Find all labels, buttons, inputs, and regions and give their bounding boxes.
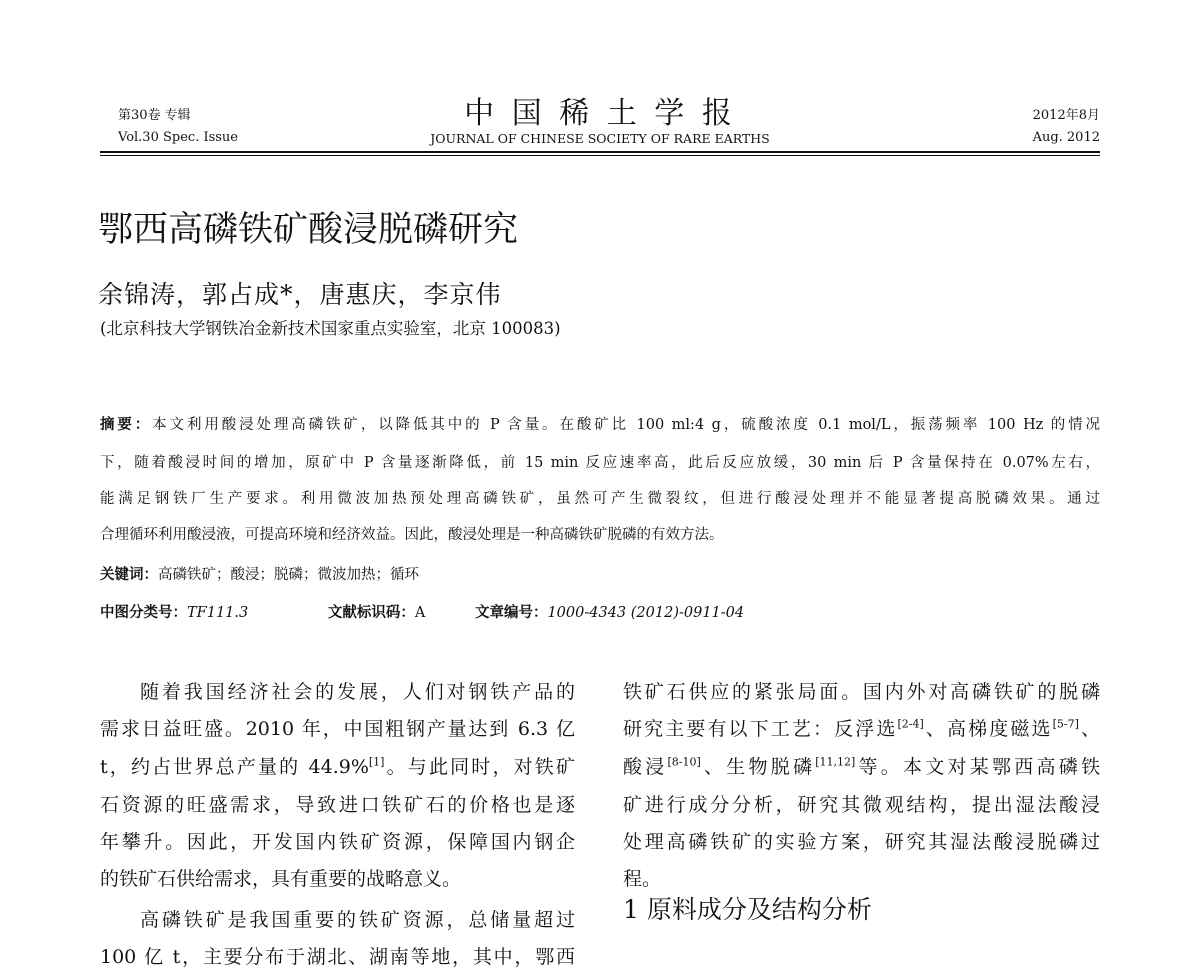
citation[interactable]: [11,12]	[815, 755, 856, 769]
affiliation: (北京科技大学钢铁冶金新技术国家重点实验室，北京 100083)	[100, 319, 561, 338]
body-text: 。与此同时，对铁矿	[384, 756, 575, 778]
body-line	[100, 752, 575, 779]
date-cn: 2012年8月	[1032, 108, 1100, 123]
citation[interactable]: [2-4]	[897, 717, 924, 731]
body-line: 处理高磷铁矿的实验方案，研究其湿法酸浸脱磷过	[623, 831, 1100, 853]
article-label: 文章编号：	[474, 604, 548, 621]
section-heading: 1 原料成分及结构分析	[623, 895, 872, 924]
citation[interactable]: [8-10]	[667, 755, 701, 769]
body-line: 随着我国经济社会的发展，人们对钢铁产品的	[140, 681, 575, 703]
abstract-line: 合理循环利用酸浸液，可提高环境和经济效益。因此，酸浸处理是一种高磷铁矿脱磷的有效方法。	[100, 527, 724, 543]
authors: 余锦涛，郭占成*，唐惠庆，李京伟	[98, 280, 502, 309]
clc-value: TF111.3	[187, 605, 249, 621]
abstract-label: 摘要：	[100, 416, 153, 433]
article-value: 1000-4343 (2012)-0911-04	[547, 605, 745, 621]
body-text: 、高梯度磁选	[923, 718, 1053, 740]
journal-title-en: JOURNAL OF CHINESE SOCIETY OF RARE EARTHS	[430, 131, 770, 146]
keywords-label: 关键词：	[100, 566, 158, 583]
body-text: 、	[1078, 718, 1100, 740]
clc-label: 中图分类号：	[100, 604, 187, 621]
body-line	[623, 714, 1100, 741]
body-line: 需求日益旺盛。2010 年，中国粗钢产量达到 6.3 亿	[100, 718, 575, 740]
body-text: 酸浸	[623, 756, 668, 778]
body-line: 的铁矿石供给需求，具有重要的战略意义。	[100, 868, 462, 890]
body-line: 矿进行成分分析，研究其微观结构，提出湿法酸浸	[623, 794, 1100, 816]
body-line	[623, 752, 1100, 779]
abstract-line	[100, 413, 1100, 433]
body-text: 研究主要有以下工艺：反浮选	[623, 718, 898, 740]
abstract-line: 能满足钢铁厂生产要求。利用微波加热预处理高磷铁矿，虽然可产生微裂纹，但进行酸浸处理并不能显著提高脱磷效果。通过	[100, 491, 1100, 507]
body-line: 程。	[623, 868, 662, 890]
journal-title-cn: 中 国 稀 土 学 报	[464, 96, 736, 131]
body-text: 、生物脱磷	[700, 756, 816, 778]
citation[interactable]: [5-7]	[1052, 717, 1079, 731]
volume-cn: 第30卷 专辑	[118, 108, 191, 123]
doc-label: 文献标识码：	[327, 604, 415, 621]
keywords	[100, 563, 1100, 583]
header-rule-thin	[100, 155, 1100, 156]
body-line: 石资源的旺盛需求，导致进口铁矿石的价格也是逐	[100, 794, 575, 816]
abstract-line: 下，随着酸浸时间的增加，原矿中 P 含量逐渐降低，前 15 min 反应速率高，此后反应放缓，30 min 后 P 含量保持在 0.07%左右，	[100, 455, 1100, 471]
body-line: 高磷铁矿是我国重要的铁矿资源，总储量超过	[140, 909, 575, 931]
paper-title: 鄂西高磷铁矿酸浸脱磷研究	[98, 210, 519, 250]
body-line: 年攀升。因此，开发国内铁矿资源，保障国内钢企	[100, 831, 575, 853]
date-en: Aug. 2012	[1032, 130, 1100, 145]
header-rule	[100, 151, 1100, 153]
volume-en: Vol.30 Spec. Issue	[118, 130, 238, 145]
body-text: 等。本文对某鄂西高磷铁	[855, 756, 1100, 778]
abstract-text: 本文利用酸浸处理高磷铁矿，以降低其中的 P 含量。在酸矿比 100 ml:4 g，硫酸浓度 0.1 mol/L，振荡频率 100 Hz 的情况	[152, 417, 1101, 433]
body-line: 100 亿 t，主要分布于湖北、湖南等地，其中，鄂西	[100, 946, 575, 968]
doc-value: A	[414, 605, 426, 621]
classification	[100, 601, 1100, 621]
body-line: 铁矿石供应的紧张局面。国内外对高磷铁矿的脱磷	[623, 681, 1100, 703]
citation[interactable]: [1]	[368, 755, 385, 769]
body-text: t，约占世界总产量的 44.9%	[100, 756, 369, 778]
keywords-value: 高磷铁矿；酸浸；脱磷；微波加热；循环	[158, 567, 419, 583]
